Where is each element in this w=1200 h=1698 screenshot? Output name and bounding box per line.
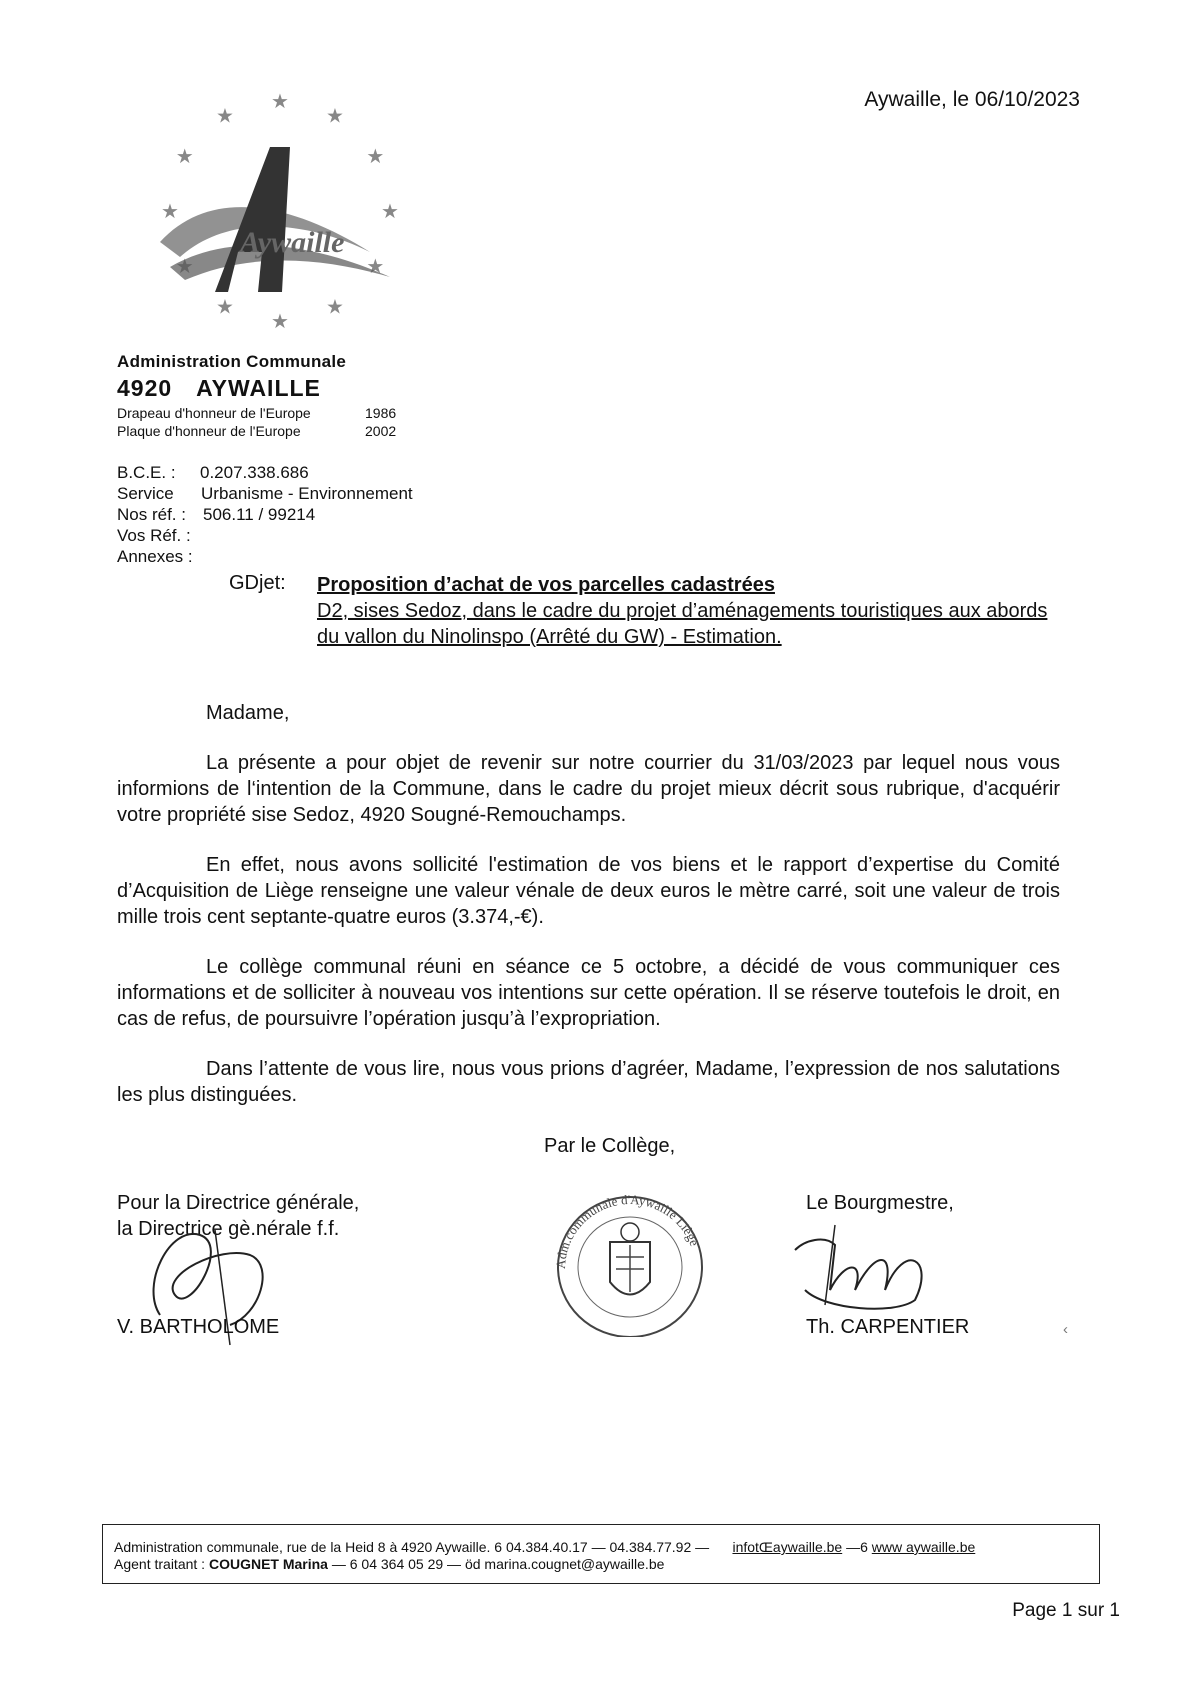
paragraph-text: En effet, nous avons sollicité l'estimation de vos biens et le rapport d’expertise du Comité d’Acquisition de Liège renseigne une valeur vénale de deux euros le mètre carré, soit une valeur de trois mille trois cent septante-quatre euros (3.374,-€).	[117, 854, 1060, 928]
signature-right-scribble	[785, 1220, 945, 1320]
honor-year: 1986	[365, 405, 397, 421]
signature-right-title: Le Bourgmestre,	[806, 1192, 954, 1214]
footer-box	[102, 1524, 1100, 1584]
logo-star-icon: ★	[216, 105, 234, 128]
logo-star-icon: ★	[161, 201, 179, 223]
ref-value: 506.11 / 99214	[203, 505, 316, 524]
paragraph-text: La présente a pour objet de revenir sur notre courrier du 31/03/2023 par lequel nous vous informions de l‘intention de la Commune, dans le cadre du projet mieux décrit sous rubrique, d'acquérir votre propriété sise Sedoz, 4920 Sougné-Remouchamps.	[117, 752, 1060, 826]
logo-star-icon: ★	[381, 201, 399, 223]
ref-label: Annexes :	[117, 547, 193, 566]
paragraph	[117, 954, 1060, 1032]
ref-value: Urbanisme - Environnement	[201, 484, 413, 503]
footer-agent-prefix: Agent traitant :	[114, 1556, 209, 1572]
objet-rest: D2, sises Sedoz, dans le cadre du projet d’aménagements touristiques aux abords du vallon du Ninolinspo (Arrêté du GW) - Estimation.	[317, 600, 1048, 648]
footer-line-2	[114, 1556, 664, 1572]
admin-title: Administration Communale	[117, 352, 347, 371]
honor-row	[117, 404, 396, 422]
closing-line: Par le Collège,	[544, 1135, 676, 1157]
ref-label: Nos réf. :	[117, 505, 186, 524]
footer-agent-name: COUGNET Marina	[208, 1556, 328, 1572]
aywaille-logo	[140, 92, 420, 342]
footer-agent-contact: — 6 04 364 05 29 — öd marina.cougnet@aywaille.be	[327, 1556, 665, 1572]
official-seal	[540, 1187, 720, 1337]
paragraph-text: Dans l’attente de vous lire, nous vous prions d’agréer, Madame, l’expression de nos salutations les plus distinguées.	[117, 1058, 1060, 1106]
seal-text: Adm.communale d'Aywaille Liège	[552, 1191, 703, 1270]
city-name: AYWAILLE	[196, 375, 321, 401]
footer-website-link[interactable]: www aywaille.be	[871, 1539, 976, 1555]
paragraph	[117, 852, 1060, 930]
ref-row-vos-ref	[117, 525, 191, 546]
ref-label: Vos Réf. :	[117, 526, 191, 545]
logo-star-icon: ★	[271, 92, 289, 113]
paragraph-text: Le collège communal réuni en séance ce 5 octobre, a décidé de vous communiquer ces informations et de solliciter à nouveau vos intentions sur cette opération. Il se réserve toutefois le droit, en cas de refus, de poursuivre l’opération jusqu’à l’expropriation.	[117, 956, 1060, 1030]
paragraph	[117, 1056, 1060, 1108]
logo-star-icon: ★	[271, 311, 289, 333]
honor-year: 2002	[365, 423, 397, 439]
logo-star-icon: ★	[366, 146, 385, 168]
ref-row-nos-ref	[117, 504, 315, 525]
signature-right-name: Th. CARPENTIER	[806, 1316, 970, 1338]
footer-email-link[interactable]: infotŒaywaille.be	[732, 1539, 843, 1555]
signature-left-name: V. BARTHOLOME	[117, 1316, 280, 1338]
signature-left-line2: la Directrice gè.nérale f.f.	[117, 1218, 340, 1240]
ref-value: 0.207.338.686	[200, 463, 309, 482]
ref-row-annexes	[117, 546, 193, 567]
admin-city	[117, 375, 321, 402]
honor-label: Plaque d'honneur de l'Europe	[117, 423, 301, 439]
footer-address: Administration communale, rue de la Heid 8 à 4920 Aywaille. 6 04.384.40.17 — 04.384.77.92 —	[114, 1539, 710, 1555]
salutation: Madame,	[206, 702, 290, 724]
logo-star-icon: ★	[326, 296, 344, 319]
ref-row-service	[117, 483, 413, 504]
logo-text: Aywaille	[240, 226, 345, 259]
logo-star-icon: ★	[366, 256, 385, 278]
ref-row-bce	[117, 462, 309, 483]
logo-star-icon: ★	[326, 105, 344, 128]
stray-mark: ‹	[1063, 1321, 1068, 1338]
logo-star-icon: ★	[175, 146, 194, 168]
ref-label: Service	[117, 484, 174, 503]
objet-bold: Proposition d’achat de vos parcelles cadastrées	[317, 574, 775, 596]
letter-date: Aywaille, le 06/10/2023	[864, 88, 1080, 111]
paragraph	[117, 750, 1060, 828]
honor-label: Drapeau d'honneur de l'Europe	[117, 405, 311, 421]
footer-separator: —6	[842, 1539, 872, 1555]
postcode: 4920	[117, 375, 173, 401]
logo-star-icon: ★	[216, 296, 234, 319]
ref-label: B.C.E. :	[117, 463, 176, 482]
honor-row	[117, 422, 396, 440]
page-number: Page 1 sur 1	[1012, 1600, 1120, 1621]
objet-label: GDjet:	[229, 572, 286, 594]
footer-line-1	[114, 1539, 975, 1555]
signature-left-line1: Pour la Directrice générale,	[117, 1192, 360, 1214]
objet-text	[317, 572, 1057, 650]
